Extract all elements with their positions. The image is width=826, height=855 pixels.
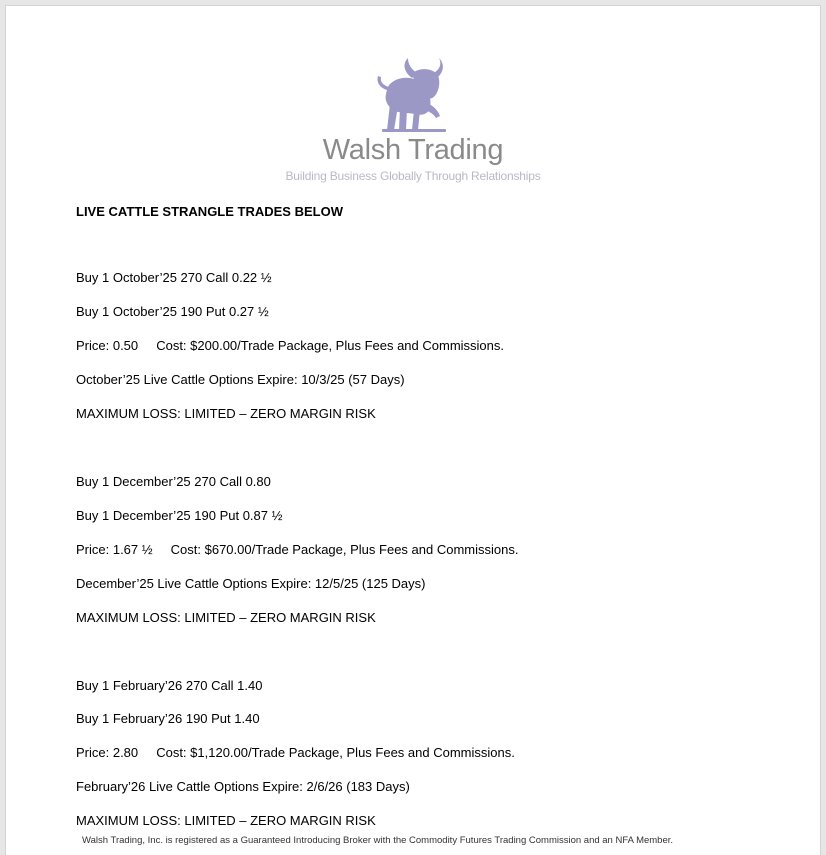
trade-1-max-loss: MAXIMUM LOSS: LIMITED – ZERO MARGIN RISK	[76, 406, 376, 421]
trade-1-expiry: October’25 Live Cattle Options Expire: 10/3/25 (57 Days)	[76, 372, 405, 387]
trade-1-call-leg: Buy 1 October’25 270 Call 0.22 ½	[76, 270, 272, 285]
trade-2-call-leg: Buy 1 December’25 270 Call 0.80	[76, 474, 271, 489]
trade-3-max-loss: MAXIMUM LOSS: LIMITED – ZERO MARGIN RISK	[76, 813, 376, 828]
document-page	[6, 6, 820, 855]
trade-3-put-leg: Buy 1 February’26 190 Put 1.40	[76, 711, 260, 726]
trade-2-expiry: December’25 Live Cattle Options Expire: 12/5/25 (125 Days)	[76, 576, 426, 591]
trade-1-price-cost: Price: 0.50 Cost: $200.00/Trade Package, Plus Fees and Commissions.	[76, 338, 505, 353]
bull-icon	[368, 54, 462, 134]
trade-2-max-loss: MAXIMUM LOSS: LIMITED – ZERO MARGIN RISK	[76, 610, 376, 625]
trade-1-put-leg: Buy 1 October’25 190 Put 0.27 ½	[76, 304, 269, 319]
regulatory-footer: Walsh Trading, Inc. is registered as a Guaranteed Introducing Broker with the Commodity Futures Trading Commission and an NFA Member.	[82, 835, 674, 846]
brand-tagline: Building Business Globally Through Relationships	[285, 169, 541, 183]
brand-name: Walsh Trading	[322, 134, 504, 166]
trade-3-price-cost: Price: 2.80 Cost: $1,120.00/Trade Package, Plus Fees and Commissions.	[76, 745, 515, 760]
trade-2-price-cost: Price: 1.67 ½ Cost: $670.00/Trade Package, Plus Fees and Commissions.	[76, 542, 519, 557]
trade-3-call-leg: Buy 1 February’26 270 Call 1.40	[76, 678, 263, 693]
page-title: LIVE CATTLE STRANGLE TRADES BELOW	[76, 204, 343, 219]
trade-3-expiry: February’26 Live Cattle Options Expire: 2/6/26 (183 Days)	[76, 779, 410, 794]
trade-2-put-leg: Buy 1 December’25 190 Put 0.87 ½	[76, 508, 283, 523]
company-logo	[6, 6, 820, 196]
